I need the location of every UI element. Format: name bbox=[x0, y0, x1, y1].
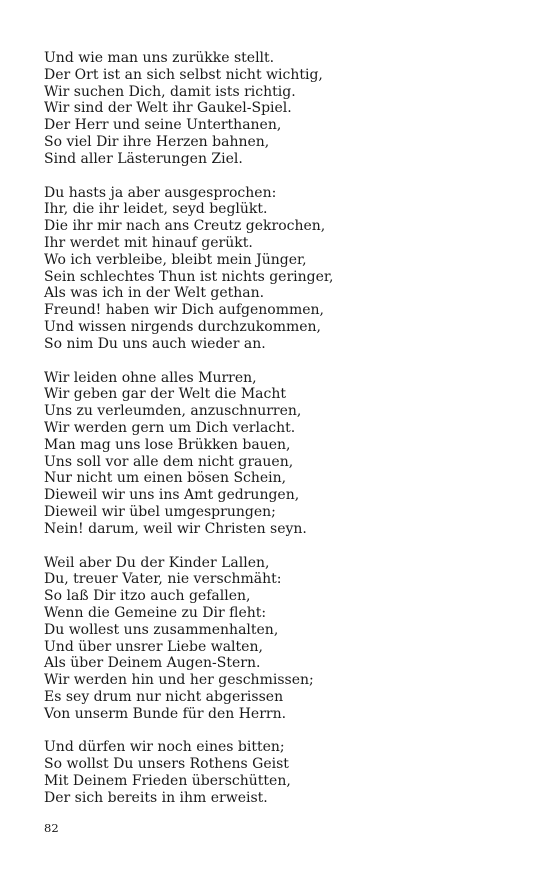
stanza-3 bbox=[44, 370, 524, 538]
poem-line: Wir leiden ohne alles Murren, bbox=[44, 369, 257, 386]
poem-line: Freund! haben wir Dich aufgenommen, bbox=[44, 302, 324, 319]
poem-line: Der sich bereits in ihm erweist. bbox=[44, 789, 268, 806]
poem-line: Und wissen nirgends durchzukommen, bbox=[44, 318, 321, 335]
poem-line: Und über unsrer Liebe walten, bbox=[44, 638, 263, 655]
poem-line: Wir sind der Welt ihr Gaukel-Spiel. bbox=[44, 100, 292, 117]
stanza-4 bbox=[44, 555, 524, 723]
poem-line: Nein! darum, weil wir Christen seyn. bbox=[44, 520, 307, 537]
poem-line: Wir geben gar der Welt die Macht bbox=[44, 386, 286, 403]
poem-line: Sind aller Lästerungen Ziel. bbox=[44, 150, 243, 167]
poem-body bbox=[44, 50, 524, 824]
poem-line: Weil aber Du der Kinder Lallen, bbox=[44, 554, 270, 571]
poem-line: Dieweil wir übel umgesprungen; bbox=[44, 503, 276, 520]
poem-line: Die ihr mir nach ans Creutz gekrochen, bbox=[44, 218, 326, 235]
poem-line: So laß Dir itzo auch gefallen, bbox=[44, 588, 251, 605]
poem-line: Dieweil wir uns ins Amt gedrungen, bbox=[44, 487, 300, 504]
poem-line: Wo ich verbleibe, bleibt mein Jünger, bbox=[44, 251, 307, 268]
poem-line: Und dürfen wir noch eines bitten; bbox=[44, 739, 285, 756]
poem-line: So nim Du uns auch wieder an. bbox=[44, 335, 266, 352]
poem-line: Als über Deinem Augen-Stern. bbox=[44, 655, 261, 672]
poem-line: Du, treuer Vater, nie verschmäht: bbox=[44, 571, 282, 588]
poem-line: Ihr werdet mit hinauf gerükt. bbox=[44, 234, 253, 251]
poem-line: Und wie man uns zurükke stellt. bbox=[44, 50, 275, 66]
page-number: 82 bbox=[44, 821, 59, 835]
poem-line: So wollst Du unsers Rothens Geist bbox=[44, 756, 289, 773]
poem-line: Uns soll vor alle dem nicht grauen, bbox=[44, 453, 294, 470]
poem-line: Du wollest uns zusammenhalten, bbox=[44, 621, 279, 638]
poem-line: Von unserm Bunde für den Herrn. bbox=[44, 705, 287, 722]
poem-line: Wir suchen Dich, damit ists richtig. bbox=[44, 83, 296, 100]
poem-line: Der Herr und seine Unterthanen, bbox=[44, 117, 282, 134]
poem-line: Der Ort ist an sich selbst nicht wichtig, bbox=[44, 66, 323, 83]
poem-line: Nur nicht um einen bösen Schein, bbox=[44, 470, 287, 487]
stanza-1 bbox=[44, 50, 524, 168]
poem-line: Ihr, die ihr leidet, seyd beglükt. bbox=[44, 201, 268, 218]
stanza-2 bbox=[44, 185, 524, 353]
poem-line: Sein schlechtes Thun ist nichts geringer, bbox=[44, 268, 334, 285]
poem-line: Wenn die Gemeine zu Dir fleht: bbox=[44, 604, 267, 621]
poem-line: Du hasts ja aber ausgesprochen: bbox=[44, 184, 277, 201]
poem-line: Mit Deinem Frieden überschütten, bbox=[44, 773, 291, 790]
poem-line: Wir werden gern um Dich verlacht. bbox=[44, 419, 296, 436]
poem-line: Es sey drum nur nicht abgerissen bbox=[44, 688, 284, 705]
poem-line: Wir werden hin und her geschmissen; bbox=[44, 672, 314, 689]
poem-line: Als was ich in der Welt gethan. bbox=[44, 285, 265, 302]
poem-line: Man mag uns lose Brükken bauen, bbox=[44, 436, 291, 453]
stanza-5 bbox=[44, 739, 524, 806]
poem-line: Uns zu verleumden, anzuschnurren, bbox=[44, 403, 302, 420]
poem-line: So viel Dir ihre Herzen bahnen, bbox=[44, 133, 270, 150]
